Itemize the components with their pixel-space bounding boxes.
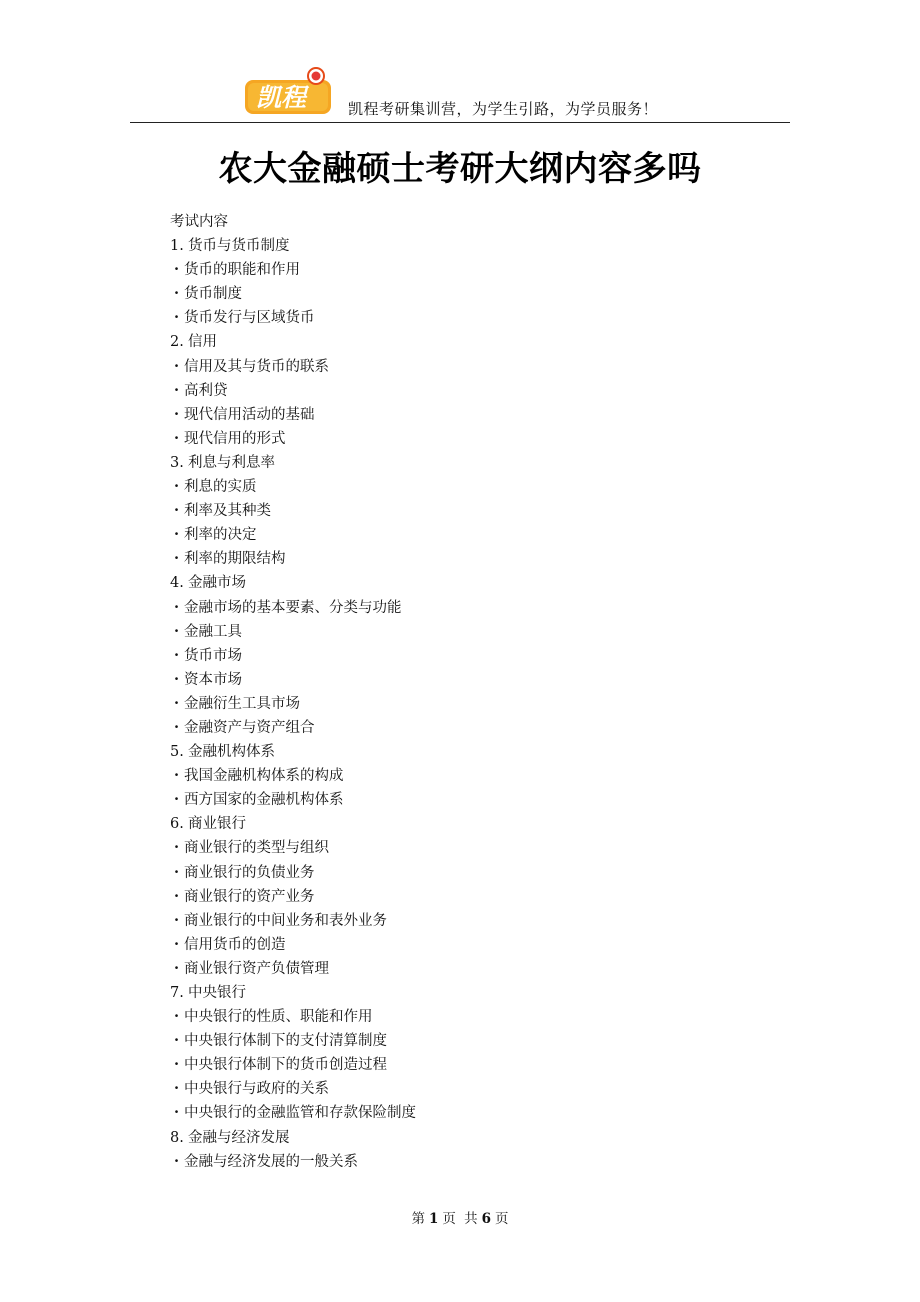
footer-prefix: 第 [411,1211,425,1227]
section-title: 商业银行 [188,816,246,833]
bullet-dot-icon: · [173,646,180,664]
outline-item [170,1005,416,1029]
svg-text:凯程: 凯程 [256,83,307,112]
outline-item-text: 现代信用活动的基础 [184,406,315,423]
outline-item [170,1029,416,1053]
bullet-dot-icon: · [173,550,180,568]
outline-item-text: 中央银行体制下的货币创造过程 [184,1057,387,1074]
outline-item [170,909,416,933]
bullet-dot-icon: · [173,767,180,785]
outline-item-text: 利率的决定 [184,527,257,544]
outline-item [170,692,416,716]
bullet-dot-icon: · [173,839,180,857]
outline-item-text: 资本市场 [184,671,242,688]
outline-section [170,330,416,354]
outline-item [170,596,416,620]
outline-item-text: 金融市场的基本要素、分类与功能 [184,599,402,616]
page-header [130,60,790,123]
outline-item [170,427,416,451]
outline-item [170,1101,416,1125]
section-title: 货币与货币制度 [188,238,290,255]
bullet-dot-icon: · [173,261,180,279]
outline-item [170,499,416,523]
outline-item [170,644,416,668]
outline-item-text: 金融工具 [184,623,242,640]
section-title: 金融与经济发展 [188,1129,290,1146]
section-title: 中央银行 [188,985,246,1001]
outline-item-text: 我国金融机构体系的构成 [184,768,344,785]
outline-item-text: 金融衍生工具市场 [184,695,300,712]
bullet-dot-icon: · [173,598,180,616]
outline-item-text: 商业银行的类型与组织 [184,840,329,857]
outline-item [170,403,416,427]
bullet-dot-icon: · [173,357,180,375]
outline-item-text: 商业银行资产负债管理 [184,960,329,977]
outline-item-text: 货币的职能和作用 [184,262,300,279]
outline-item-text: 西方国家的金融机构体系 [184,792,344,809]
bullet-dot-icon: · [173,526,180,544]
section-number: 5. [170,744,184,761]
bullet-dot-icon: · [173,959,180,977]
outline-item [170,620,416,644]
section-title: 金融市场 [188,575,246,592]
bullet-dot-icon: · [173,1056,180,1074]
kaicheng-logo [242,62,336,118]
outline-item-text: 货币市场 [184,647,242,664]
outline-item-text: 商业银行的资产业务 [184,888,315,905]
outline-item [170,861,416,885]
section-title: 利息与利息率 [188,454,275,471]
outline-item [170,1150,416,1174]
outline-item-text: 利率的期限结构 [184,551,286,568]
outline-intro: 考试内容 [170,214,228,230]
exam-outline [170,210,416,1174]
outline-item [170,1077,416,1101]
outline-item-text: 金融与经济发展的一般关系 [184,1153,358,1170]
bullet-dot-icon: · [173,502,180,520]
outline-item [170,1053,416,1077]
outline-item-text: 现代信用的形式 [184,430,286,447]
outline-item-text: 信用货币的创造 [184,936,286,953]
outline-item-text: 货币制度 [184,286,242,303]
outline-item [170,933,416,957]
outline-item-text: 商业银行的中间业务和表外业务 [184,912,387,929]
outline-item-text: 中央银行的性质、职能和作用 [184,1009,373,1026]
outline-item [170,547,416,571]
outline-section [170,812,416,836]
bullet-dot-icon: · [173,694,180,712]
bullet-dot-icon: · [173,670,180,688]
section-number: 1. [170,238,184,255]
outline-item [170,668,416,692]
outline-item [170,836,416,860]
outline-item-text: 高利贷 [184,382,228,399]
outline-item [170,788,416,812]
outline-section [170,234,416,258]
outline-item-text: 金融资产与资产组合 [184,719,315,736]
outline-item-text: 利率及其种类 [184,503,271,520]
outline-section [170,571,416,595]
outline-item-text: 中央银行的金融监管和存款保险制度 [184,1105,416,1122]
bullet-dot-icon: · [173,1104,180,1122]
outline-item-text: 货币发行与区域货币 [184,310,315,327]
outline-item [170,379,416,403]
bullet-dot-icon: · [173,863,180,881]
footer-total-pages: 6 [481,1211,492,1227]
outline-item-text: 信用及其与货币的联系 [184,358,329,375]
bullet-dot-icon: · [173,405,180,423]
outline-item-text: 商业银行的负债业务 [184,864,315,881]
outline-section [170,451,416,475]
bullet-dot-icon: · [173,1008,180,1026]
bullet-dot-icon: · [173,718,180,736]
outline-section [170,1126,416,1150]
bullet-dot-icon: · [173,935,180,953]
bullet-dot-icon: · [173,911,180,929]
footer-suffix: 页 [495,1211,509,1227]
document-title: 农大金融硕士考研大纲内容多吗 [218,149,702,189]
outline-item [170,957,416,981]
outline-item [170,258,416,282]
bullet-dot-icon: · [173,1080,180,1098]
bullet-dot-icon: · [173,478,180,496]
bullet-dot-icon: · [173,381,180,399]
section-number: 6. [170,816,184,833]
outline-section [170,740,416,764]
outline-item [170,716,416,740]
section-title: 金融机构体系 [188,744,275,761]
outline-item-text: 利息的实质 [184,479,257,496]
outline-item [170,523,416,547]
bullet-dot-icon: · [173,285,180,303]
bullet-dot-icon: · [173,309,180,327]
outline-item [170,355,416,379]
outline-item-text: 中央银行与政府的关系 [184,1081,329,1098]
outline-item [170,764,416,788]
outline-item [170,885,416,909]
section-number: 7. [170,985,184,1001]
bullet-dot-icon: · [173,429,180,447]
section-title: 信用 [188,334,217,351]
header-slogan: 凯程考研集训营，为学生引路，为学员服务！ [348,100,659,118]
bullet-dot-icon: · [173,1152,180,1170]
bullet-dot-icon: · [173,887,180,905]
outline-item [170,475,416,499]
page-footer [0,1207,920,1227]
section-number: 4. [170,575,184,592]
bullet-dot-icon: · [173,1032,180,1050]
section-number: 8. [170,1129,184,1146]
outline-item [170,306,416,330]
section-number: 3. [170,454,184,471]
section-number: 2. [170,334,184,351]
footer-page-number: 1 [428,1211,439,1227]
footer-middle: 页 共 [442,1211,478,1227]
bullet-dot-icon: · [173,791,180,809]
outline-item [170,282,416,306]
outline-item-text: 中央银行体制下的支付清算制度 [184,1033,387,1050]
bullet-dot-icon: · [173,622,180,640]
outline-section [170,981,416,1005]
